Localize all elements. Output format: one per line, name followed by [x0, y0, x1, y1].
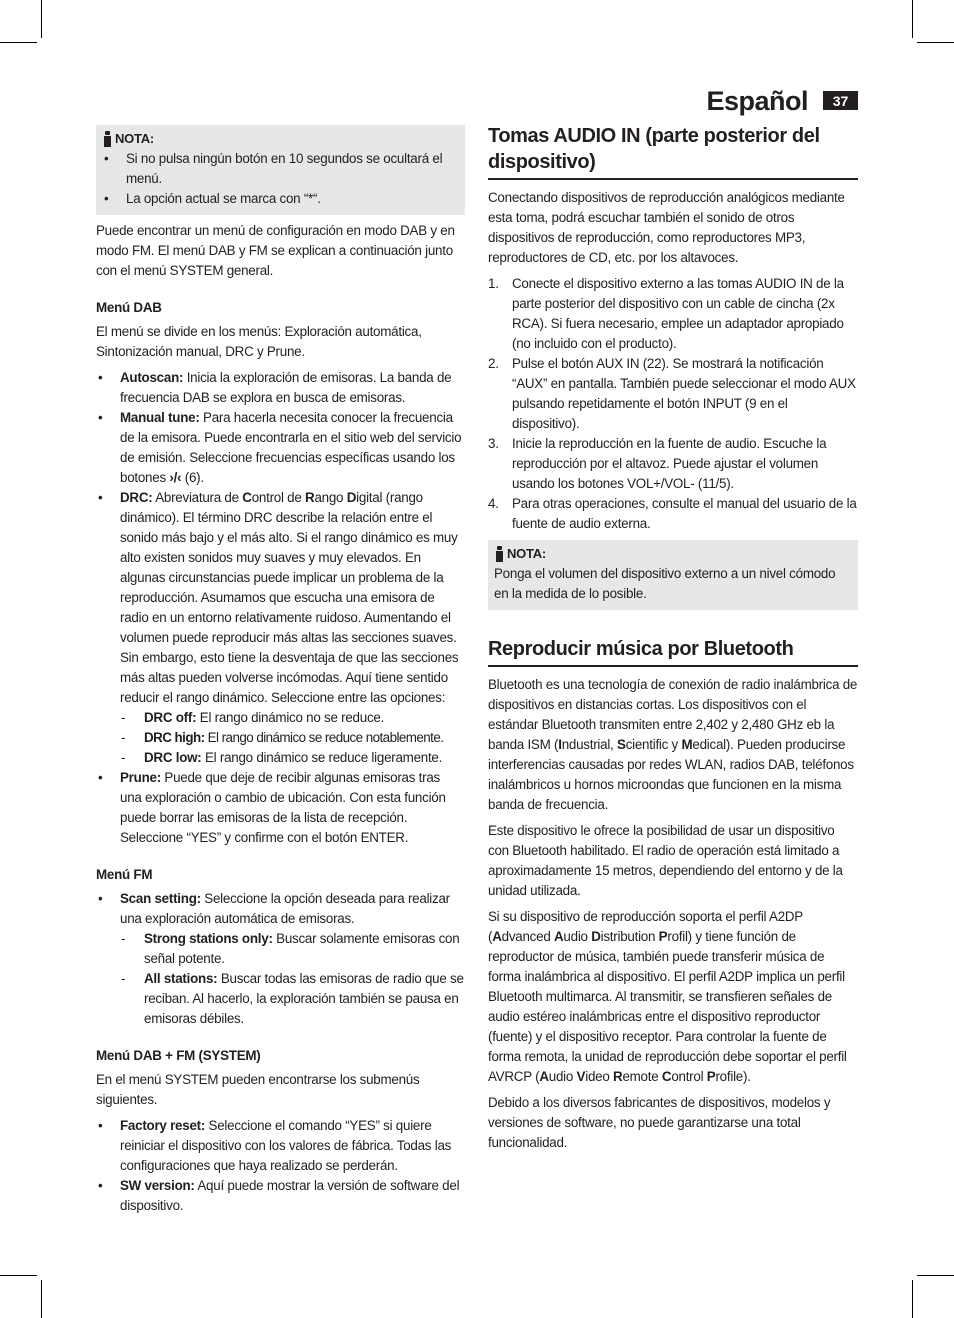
acronym-letter: A [554, 929, 564, 944]
crop-mark [912, 0, 913, 38]
crop-mark [0, 1275, 37, 1276]
right-column [488, 123, 858, 1159]
drc-options [120, 708, 465, 768]
list-item [120, 929, 465, 969]
description: Seleccione la opción deseada para realizar una exploración automática de emisoras. [120, 891, 450, 926]
list-item [488, 354, 858, 434]
term: Autoscan: [120, 370, 184, 385]
audio-in-intro: Conectando dispositivos de reproducción analógicos mediante esta toma, podrá escuchar también el sonido de otros dispositivos de reproducción, como reproductores MP3, reproductores de CD, etc. por los altavoces. [488, 190, 845, 265]
text: edical). Pueden producirse interferencias causadas por redes WLAN, radios DAB, teléfonos inalámbricos u hornos microondas que funcionen en la misma banda de frecuencia. [488, 737, 854, 812]
list-item [96, 488, 465, 768]
crop-mark [912, 1280, 913, 1318]
section-heading-system: Menú DAB + FM (SYSTEM) [96, 1048, 261, 1063]
term: DRC off: [144, 710, 197, 725]
crop-mark [917, 1275, 954, 1276]
text: istribution [600, 929, 659, 944]
list-item: • Si no pulsa ningún botón en 10 segundos se ocultará el menú. [102, 149, 459, 189]
term: All stations: [144, 971, 218, 986]
dab-list [96, 368, 465, 848]
step-number: 2. [488, 356, 499, 371]
term: DRC low: [144, 750, 202, 765]
text: rofile). [715, 1069, 751, 1084]
description-tail: (6). [181, 470, 204, 485]
description: Inicia la exploración de emisoras. La banda de frecuencia DAB se explora en busca de emisoras. [120, 370, 452, 405]
list-item [96, 889, 465, 1029]
acronym-letter: R [305, 490, 315, 505]
text: Abreviatura de [152, 490, 243, 505]
bluetooth-paragraph [488, 907, 858, 1087]
list-item [120, 748, 465, 768]
step-number: 3. [488, 436, 499, 451]
description: Para hacerla necesita conocer la frecuencia de la emisora. Puede encontrarla en el sitio web del servicio de emisión. Seleccione frecuencias específicas usando los botones [120, 410, 462, 485]
term: DRC high: [144, 730, 205, 745]
acronym-letter: I [558, 737, 562, 752]
note-box [96, 125, 465, 215]
text: dvanced [501, 929, 554, 944]
description: Seleccione el comando “YES” si quiere reiniciar el dispositivo con los valores de fábrica. Todas las configuraciones que haya realizado se perderán. [120, 1118, 452, 1173]
description: Buscar todas las emisoras de radio que se reciban. Al hacerlo, la exploración también se pausa en emisoras débiles. [144, 971, 464, 1026]
text: udio [563, 929, 592, 944]
step-text: Para otras operaciones, consulte el manual del usuario de la fuente de audio externa. [512, 496, 857, 531]
page-number: 37 [823, 91, 858, 110]
bluetooth-paragraph: Debido a los diversos fabricantes de dispositivos, modelos y versiones de software, no puede garantizarse una total funcionalidad. [488, 1095, 831, 1150]
text: ontrol [671, 1069, 707, 1084]
list-item [96, 408, 465, 488]
system-intro: En el menú SYSTEM pueden encontrarse los submenús siguientes. [96, 1072, 420, 1107]
acronym-letter: M [681, 737, 693, 752]
acronym-letter: V [576, 1069, 586, 1084]
acronym-letter: C [661, 1069, 672, 1084]
acronym-letter: D [346, 490, 357, 505]
text: rofil) y tiene función de reproductor de música, también puede transferir música de forma inalámbrica al dispositivo. El perfil A2DP implica un perfil Bluetooth multimarca. Al transmitir, se transfieren señales de audio estéreo inalámbricas entre el dispositivo reproductor (fuente) y el dispositivo receptor. Para controlar la fuente de forma remota, la unidad de reproducción debe soportar el perfil AVRCP ( [488, 929, 847, 1084]
list-item: • La opción actual se marca con “*“. [102, 189, 459, 209]
arrow-symbols: ›/‹ [169, 470, 182, 485]
note-box [488, 540, 858, 610]
description: Aquí puede mostrar la versión de software del dispositivo. [120, 1178, 460, 1213]
description: El rango dinámico se reduce notablemente. [204, 730, 444, 745]
info-icon [494, 546, 504, 562]
note-heading-label: NOTA: [507, 546, 546, 561]
text: Si su dispositivo de reproducción soporta el perfil A2DP ( [488, 909, 803, 944]
list-item [96, 1176, 465, 1216]
text: ontrol de [251, 490, 306, 505]
step-text: Inicie la reproducción en la fuente de audio. Escuche la reproducción por el altavoz. Puede ajustar el volumen usando los botones VOL+/VOL- (11/5). [512, 436, 827, 491]
fm-options [120, 929, 465, 1029]
description: Buscar solamente emisoras con señal potente. [144, 931, 460, 966]
term: DRC: [120, 490, 153, 505]
description: El rango dinámico no se reduce. [196, 710, 385, 725]
text: ango [314, 490, 347, 505]
section-heading-audio-in: Tomas AUDIO IN (parte posterior del dispositivo) [488, 123, 858, 180]
step-text: Conecte el dispositivo externo a las tomas AUDIO IN de la parte posterior del dispositivo con un cable de cincha (2x RCA). Si fuera necesario, emplee un adaptador apropiado (no incluido con el producto). [512, 276, 844, 351]
crop-mark [917, 42, 954, 43]
section-heading-bluetooth: Reproducir música por Bluetooth [488, 636, 858, 667]
text: ideo [585, 1069, 614, 1084]
list-item [96, 768, 465, 848]
section-heading-fm: Menú FM [96, 867, 153, 882]
bluetooth-paragraph: Este dispositivo le ofrece la posibilidad de usar un dispositivo con Bluetooth habilitado. El radio de operación está limitado a aproximadamente 15 metros, dependiendo del entorno y de la unidad utilizada. [488, 823, 843, 898]
acronym-letter: R [613, 1069, 623, 1084]
term: Manual tune: [120, 410, 200, 425]
list-item [120, 969, 465, 1029]
description: El rango dinámico se reduce ligeramente. [201, 750, 443, 765]
system-list [96, 1116, 465, 1216]
crop-mark [41, 1280, 42, 1318]
list-item [488, 434, 858, 494]
list-item [120, 708, 465, 728]
term: Prune: [120, 770, 161, 785]
term: SW version: [120, 1178, 195, 1193]
text: emote [622, 1069, 662, 1084]
text: Bluetooth es una tecnología de conexión de radio inalámbrica de dispositivos en distancias cortas. Los dispositivos con el estándar Bluetooth transmiten entre 2,402 y 2,480 GHz eb la banda ISM ( [488, 677, 858, 752]
term: Factory reset: [120, 1118, 206, 1133]
note-heading-label: NOTA: [115, 131, 154, 146]
step-number: 4. [488, 496, 499, 511]
acronym-letter: S [617, 737, 626, 752]
list-item [96, 368, 465, 408]
note-heading [494, 544, 852, 564]
step-number: 1. [488, 276, 499, 291]
acronym-letter: D [591, 929, 601, 944]
acronym-letter: P [706, 1069, 716, 1084]
description: igital (rango dinámico). El término DRC describe la relación entre el sonido más bajo y el más alto. Si el rango dinámico es muy alto existen sonidos muy suaves y muy elevados. En algunas circunstancias puede implicar un problema de la reproducción. Asumamos que escucha una emisora de radio en un entorno relativamente ruidoso. Aumentando el volumen puede reproducir más altas las secciones suaves. Sin embargo, esto tiene la desventaja de que las secciones más altas pueden volverse incómodas. Aquí tiene sentido reducir el rango dinámico. Seleccione entre las opciones: [120, 490, 459, 705]
audio-in-steps [488, 274, 858, 534]
acronym-letter: C [242, 490, 252, 505]
note-list [102, 149, 459, 209]
left-column [96, 125, 465, 1222]
list-item [488, 494, 858, 534]
section-heading-dab: Menú DAB [96, 300, 162, 315]
dab-intro: El menú se divide en los menús: Exploración automática, Sintonización manual, DRC y Prune. [96, 324, 422, 359]
term: Scan setting: [120, 891, 201, 906]
list-item [96, 1116, 465, 1176]
fm-list [96, 889, 465, 1029]
list-item [488, 274, 858, 354]
acronym-letter: A [539, 1069, 549, 1084]
text: udio [548, 1069, 577, 1084]
page-title: Español [706, 86, 808, 116]
term: Strong stations only: [144, 931, 273, 946]
step-text: Pulse el botón AUX IN (22). Se mostrará la notificación “AUX” en pantalla. También puede seleccionar el modo AUX pulsando repetidamente el botón INPUT (9 en el dispositivo). [512, 356, 856, 431]
acronym-letter: P [658, 929, 668, 944]
description: Puede que deje de recibir algunas emisoras tras una exploración o cambio de ubicación. Con esta función puede borrar las emisoras de la lista de recepción. Seleccione “YES” y confirme con el botón ENTER. [120, 770, 446, 845]
text: cientific y [625, 737, 682, 752]
note-text: Ponga el volumen del dispositivo externo a un nivel cómodo en la medida de lo posible. [494, 566, 836, 601]
acronym-letter: A [492, 929, 502, 944]
list-item [120, 728, 465, 748]
note-heading [102, 129, 459, 149]
intro-paragraph: Puede encontrar un menú de configuración en modo DAB y en modo FM. El menú DAB y FM se explican a continuación junto con el menú SYSTEM general. [96, 223, 455, 278]
text: ndustrial, [561, 737, 617, 752]
crop-mark [41, 0, 42, 38]
crop-mark [0, 42, 37, 43]
info-icon [102, 131, 112, 147]
bluetooth-paragraph [488, 675, 858, 815]
